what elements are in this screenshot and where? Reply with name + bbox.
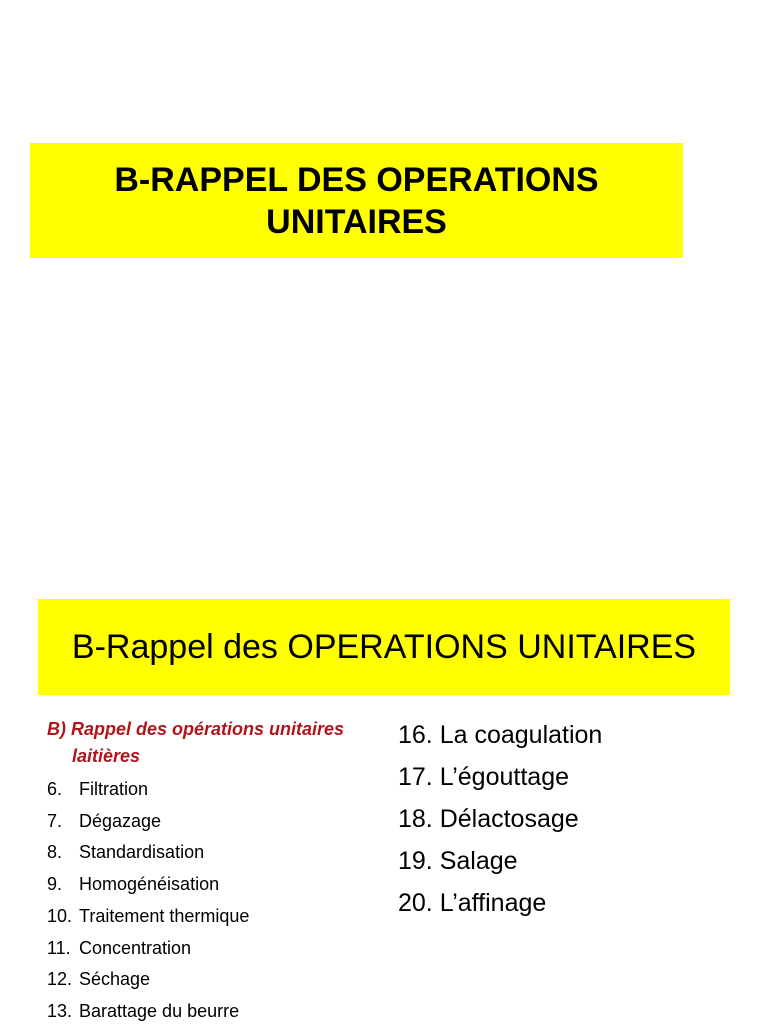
left-list: [47, 774, 387, 1028]
list-item: [47, 901, 387, 933]
list-item-number: 10.: [47, 905, 73, 926]
list-item-label: Séchage: [79, 969, 151, 990]
slide1-title-banner: [30, 143, 683, 258]
list-item-number: 12.: [47, 969, 73, 990]
list-item: 20. L’affinage: [398, 889, 547, 917]
list-item: [47, 996, 387, 1028]
list-item-label: Filtration: [79, 779, 149, 799]
list-item-label: Standardisation: [79, 842, 205, 863]
list-item: [47, 806, 387, 838]
slide1-title-line2: UNITAIRES: [266, 202, 447, 241]
list-item-number: 13.: [47, 1000, 73, 1021]
list-item: 17. L’égouttage: [398, 763, 569, 791]
left-column: [47, 716, 387, 1028]
list-item: 19. Salage: [398, 847, 518, 875]
list-item: 16. La coagulation: [398, 721, 603, 749]
slide1-title-line1: B-RAPPEL DES OPERATIONS: [114, 160, 599, 199]
list-item: [47, 869, 387, 901]
slide2-title: B-Rappel des OPERATIONS UNITAIRES: [71, 628, 697, 666]
list-item-number: 8.: [47, 842, 63, 863]
subheading-line2: laitières: [72, 746, 141, 766]
list-item-number: 7.: [47, 810, 63, 831]
list-item: [47, 774, 387, 806]
list-item-number: 9.: [47, 874, 63, 895]
slide1-title: [30, 159, 683, 243]
subheading-line1: B) Rappel des opérations unitaires: [47, 719, 345, 739]
list-item-label: Homogénéisation: [79, 874, 220, 895]
slide2-title-banner: [38, 599, 730, 695]
list-item-label: Barattage du beurre: [79, 1000, 240, 1021]
subheading: [47, 716, 387, 770]
list-item: 18. Délactosage: [398, 805, 579, 833]
list-item: [47, 837, 387, 869]
list-item-number: 11.: [47, 937, 71, 958]
list-item: [47, 933, 387, 965]
list-item-label: Concentration: [79, 937, 192, 958]
list-item-label: Traitement thermique: [79, 905, 250, 926]
list-item-label: Dégazage: [79, 810, 162, 831]
right-column: [398, 714, 728, 924]
list-item-number: 6.: [47, 779, 63, 799]
list-item: [47, 964, 387, 996]
